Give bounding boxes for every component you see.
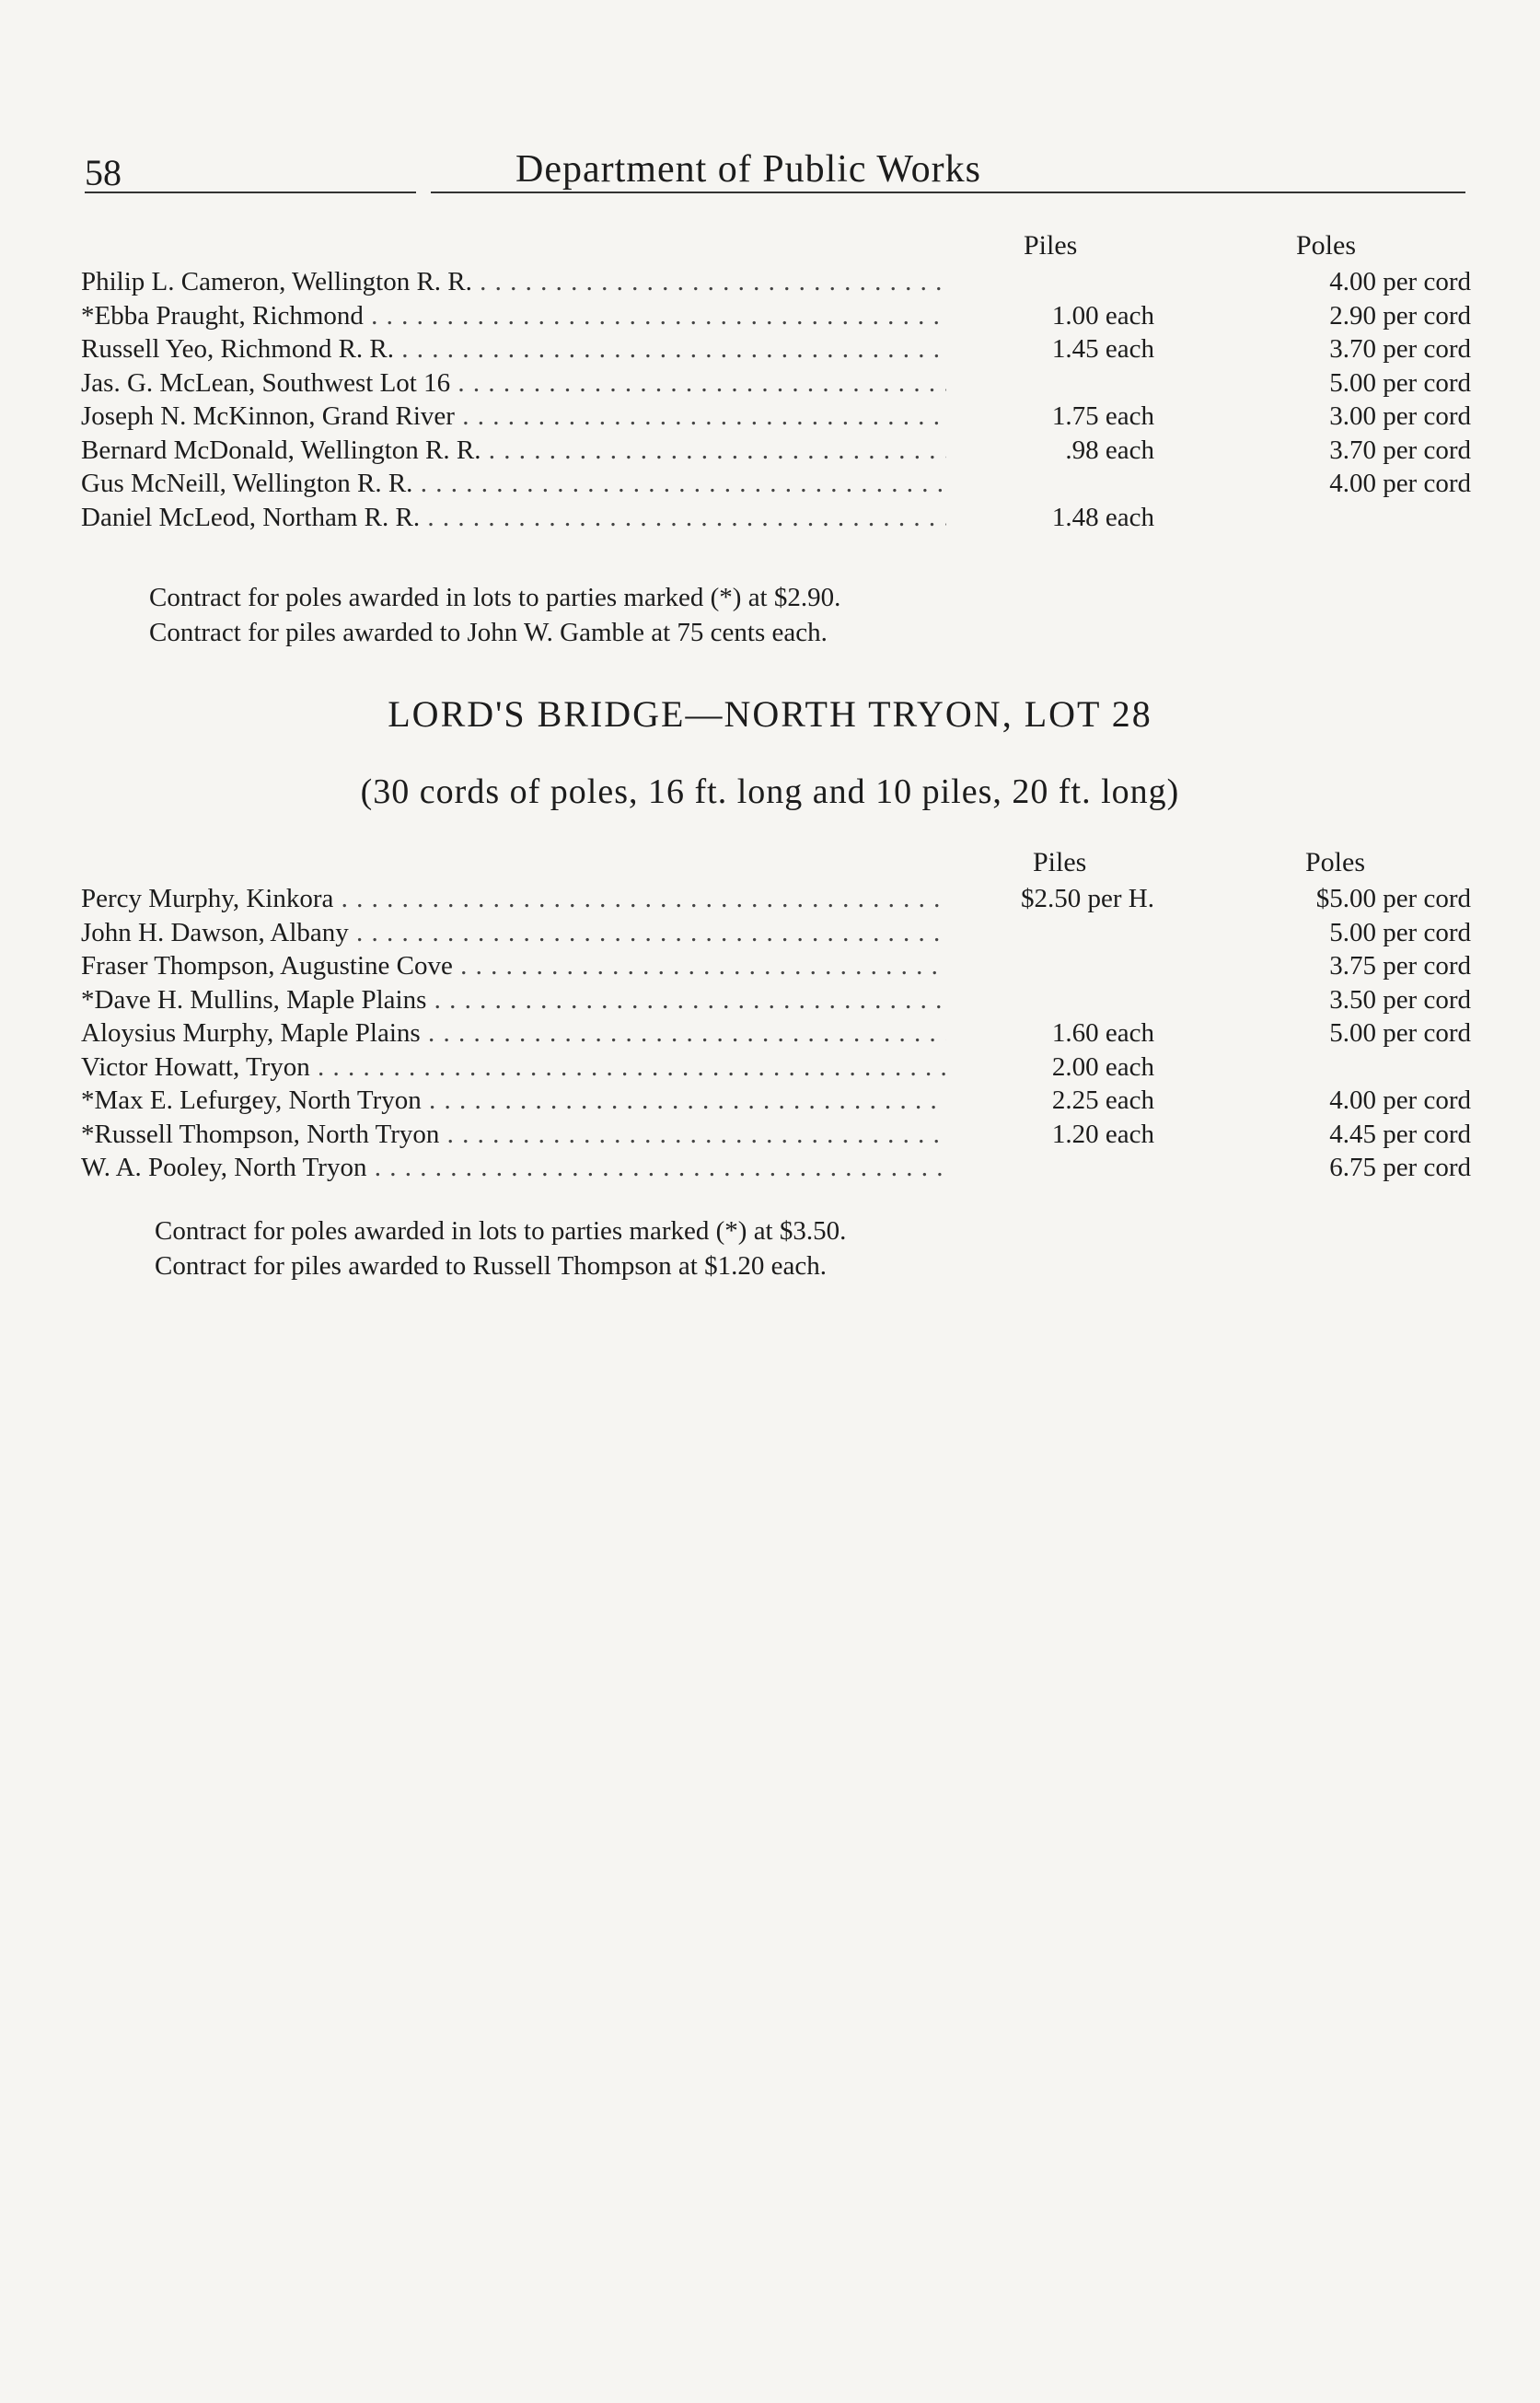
- contract-notes-2: [155, 1213, 846, 1283]
- table-row: [81, 469, 1480, 503]
- poles-price: 3.75 per cord: [1329, 951, 1471, 981]
- table-1-column-headers: [81, 230, 1480, 267]
- bids-table-1: [81, 230, 1480, 536]
- bidder-name: Joseph N. McKinnon, Grand River . . .: [81, 401, 946, 432]
- piles-price: 1.60 each: [1051, 1018, 1154, 1048]
- poles-price: 3.00 per cord: [1329, 401, 1471, 431]
- bidder-name: W. A. Pooley, North Tryon . . .: [81, 1153, 946, 1183]
- contract-notes-1: [149, 580, 840, 650]
- page-header: [85, 138, 1465, 193]
- header-rule-right: [431, 192, 1465, 193]
- bidder-name: *Russell Thompson, North Tryon . . .: [81, 1120, 946, 1150]
- poles-price: 3.70 per cord: [1329, 334, 1471, 364]
- poles-price: 6.75 per cord: [1329, 1153, 1471, 1182]
- bidder-name: Percy Murphy, Kinkora . . .: [81, 884, 946, 914]
- bidder-name: John H. Dawson, Albany . . .: [81, 918, 946, 948]
- table-row: [81, 503, 1480, 537]
- poles-price: 3.70 per cord: [1329, 435, 1471, 465]
- table-row: [81, 951, 1480, 985]
- table-row: [81, 884, 1480, 918]
- poles-price: 4.00 per cord: [1329, 1085, 1471, 1115]
- running-title: Department of Public Works: [515, 148, 981, 191]
- piles-price: 2.25 each: [1051, 1085, 1154, 1115]
- poles-price: 4.00 per cord: [1329, 267, 1471, 296]
- bidder-name: *Ebba Praught, Richmond . . .: [81, 301, 946, 331]
- bidder-name: *Max E. Lefurgey, North Tryon . . .: [81, 1085, 946, 1116]
- table-row: [81, 301, 1480, 335]
- page-number: 58: [85, 152, 122, 193]
- bidder-name: Philip L. Cameron, Wellington R. R. . . .: [81, 267, 946, 297]
- table-row: [81, 1052, 1480, 1086]
- bidder-name: Aloysius Murphy, Maple Plains . . .: [81, 1018, 946, 1049]
- piles-price: 2.00 each: [1051, 1051, 1154, 1082]
- contract-note-poles: Contract for poles awarded in lots to parties marked (*) at $3.50.: [155, 1216, 847, 1246]
- poles-price: $5.00 per cord: [1315, 884, 1471, 913]
- bidder-name: Jas. G. McLean, Southwest Lot 16 . . .: [81, 368, 946, 399]
- piles-price: 1.48 each: [1051, 502, 1154, 532]
- bids-table-2: [81, 847, 1480, 1187]
- piles-price: 1.45 each: [1051, 334, 1154, 364]
- table-row: [81, 368, 1480, 402]
- header-rule-left: [85, 192, 416, 193]
- table-row: [81, 1085, 1480, 1120]
- bidder-name: Gus McNeill, Wellington R. R. . . .: [81, 469, 946, 499]
- table-row: [81, 918, 1480, 952]
- bidder-name: Fraser Thompson, Augustine Cove . . .: [81, 951, 946, 981]
- bidder-name: *Dave H. Mullins, Maple Plains . . .: [81, 985, 946, 1016]
- poles-price: 5.00 per cord: [1329, 917, 1471, 947]
- table-row: [81, 985, 1480, 1019]
- section-subtitle: (30 cords of poles, 16 ft. long and 10 piles, 20 ft. long): [360, 772, 1180, 811]
- poles-column-header: Poles: [1296, 230, 1357, 261]
- table-2-column-headers: [81, 847, 1480, 884]
- poles-price: 4.00 per cord: [1329, 469, 1471, 498]
- contract-note-piles: Contract for piles awarded to John W. Gamble at 75 cents each.: [149, 618, 828, 647]
- section-title: LORD'S BRIDGE—NORTH TRYON, LOT 28: [388, 693, 1152, 735]
- table-row: [81, 1153, 1480, 1187]
- bidder-name: Victor Howatt, Tryon . . .: [81, 1052, 946, 1083]
- poles-price: 2.90 per cord: [1329, 300, 1471, 331]
- poles-price: 5.00 per cord: [1329, 367, 1471, 398]
- poles-price: 5.00 per cord: [1329, 1018, 1471, 1048]
- table-row: [81, 1018, 1480, 1052]
- bidder-name: Russell Yeo, Richmond R. R. . . .: [81, 334, 946, 365]
- poles-price: 4.45 per cord: [1329, 1119, 1471, 1149]
- bidder-name: Daniel McLeod, Northam R. R. . . .: [81, 503, 946, 533]
- piles-column-header: Piles: [1033, 847, 1087, 877]
- piles-price: .98 each: [1065, 435, 1154, 465]
- piles-price: 1.75 each: [1051, 401, 1154, 431]
- poles-column-header: Poles: [1305, 847, 1366, 877]
- table-row: [81, 401, 1480, 435]
- table-row: [81, 334, 1480, 368]
- piles-price: 1.20 each: [1051, 1119, 1154, 1149]
- contract-note-poles: Contract for poles awarded in lots to parties marked (*) at $2.90.: [149, 583, 841, 612]
- piles-column-header: Piles: [1024, 230, 1078, 261]
- piles-price: 1.00 each: [1051, 300, 1154, 331]
- piles-price: $2.50 per H.: [1021, 884, 1154, 913]
- poles-price: 3.50 per cord: [1329, 984, 1471, 1015]
- table-row: [81, 435, 1480, 470]
- bidder-name: Bernard McDonald, Wellington R. R. . . .: [81, 435, 946, 466]
- contract-note-piles: Contract for piles awarded to Russell Thompson at $1.20 each.: [155, 1251, 827, 1281]
- table-row: [81, 267, 1480, 301]
- table-row: [81, 1120, 1480, 1154]
